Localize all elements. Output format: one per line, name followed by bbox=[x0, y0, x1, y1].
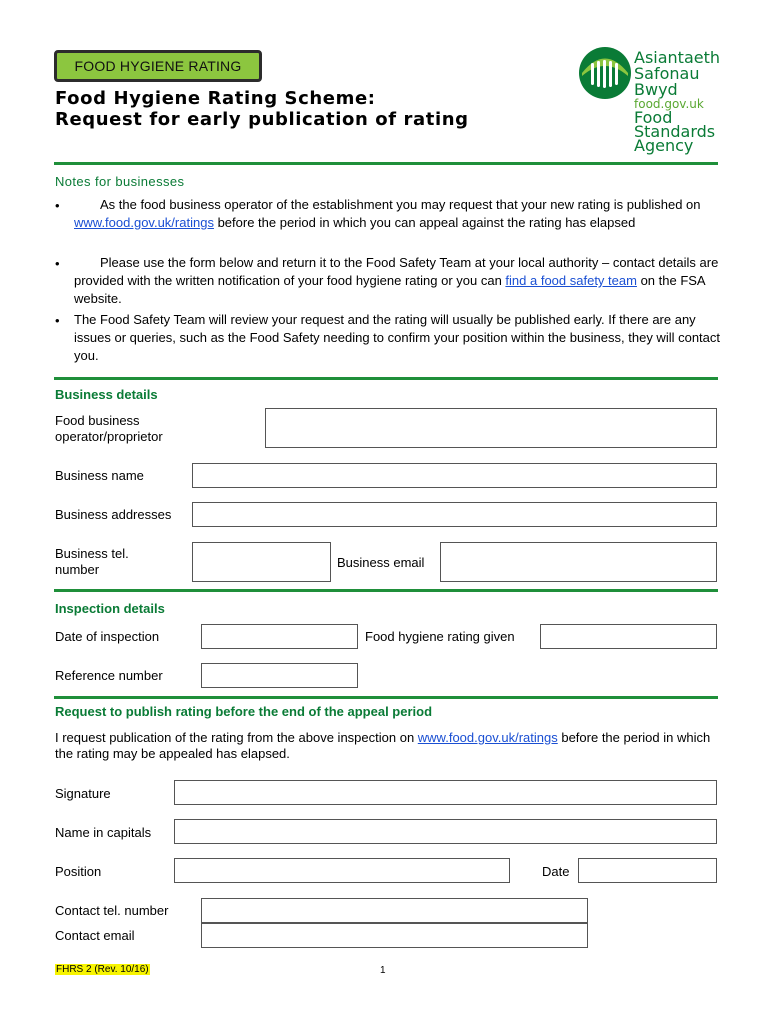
notes-heading: Notes for businesses bbox=[55, 174, 185, 189]
page-title-line1: Food Hygiene Rating Scheme: bbox=[55, 88, 376, 109]
divider bbox=[54, 377, 718, 380]
ratings-link[interactable]: www.food.gov.uk/ratings bbox=[417, 730, 558, 745]
badge-label: FOOD HYGIENE RATING bbox=[74, 58, 242, 74]
fsa-logo-emblem-icon bbox=[578, 46, 632, 100]
logo-url: food.gov.uk bbox=[634, 97, 704, 111]
name-in-capitals-label: Name in capitals bbox=[55, 825, 152, 840]
note-1-text-end: before the period in which you can appeal against the rating has elapsed bbox=[213, 215, 636, 230]
logo-english-line3: Agency bbox=[634, 136, 694, 155]
note-2-text-end: on the FSA website. bbox=[74, 273, 705, 306]
business-tel-label-line1: Business tel. bbox=[55, 546, 129, 561]
bullet-icon: • bbox=[55, 198, 60, 213]
name-in-capitals-field[interactable] bbox=[174, 819, 717, 844]
inspection-date-field[interactable] bbox=[201, 624, 358, 649]
note-1-text: As the food business operator of the establishment you may request that your new rating is published on bbox=[100, 197, 701, 212]
business-addresses-label: Business addresses bbox=[55, 507, 172, 522]
reference-number-field[interactable] bbox=[201, 663, 358, 688]
form-code: FHRS 2 (Rev. 10/16) bbox=[56, 964, 149, 975]
logo-english-line2: Standards bbox=[634, 122, 716, 141]
reference-number-label: Reference number bbox=[55, 668, 163, 683]
business-tel-label bbox=[55, 546, 129, 578]
business-details-heading: Business details bbox=[55, 387, 158, 402]
business-tel-field[interactable] bbox=[192, 542, 331, 582]
business-tel-label-line2: number bbox=[55, 562, 100, 577]
food-hygiene-rating-badge bbox=[54, 50, 262, 82]
logo-welsh-line1: Asiantaeth bbox=[634, 48, 721, 67]
operator-label bbox=[55, 413, 163, 445]
operator-field[interactable] bbox=[265, 408, 717, 448]
contact-tel-label: Contact tel. number bbox=[55, 903, 169, 918]
divider bbox=[54, 589, 718, 592]
request-text: I request publication of the rating from the above inspection on bbox=[55, 730, 418, 745]
contact-email-label: Contact email bbox=[55, 928, 135, 943]
inspection-details-heading: Inspection details bbox=[55, 601, 165, 616]
note-item-1 bbox=[74, 196, 724, 232]
bullet-icon: • bbox=[55, 313, 60, 328]
position-field[interactable] bbox=[174, 858, 510, 883]
find-food-safety-team-link[interactable]: find a food safety team bbox=[505, 273, 637, 288]
page-number: 1 bbox=[380, 965, 386, 976]
operator-label-line2: operator/proprietor bbox=[55, 429, 163, 444]
business-email-field[interactable] bbox=[440, 542, 717, 582]
request-text-end: before the period in which the rating may be appealed has elapsed. bbox=[55, 730, 711, 761]
logo-english-line1: Food bbox=[634, 108, 673, 127]
divider bbox=[54, 162, 718, 165]
note-item-2 bbox=[74, 254, 724, 308]
ratings-link[interactable]: www.food.gov.uk/ratings bbox=[74, 215, 214, 230]
bullet-icon: • bbox=[55, 256, 60, 271]
request-statement bbox=[55, 730, 715, 762]
signature-label: Signature bbox=[55, 786, 111, 801]
contact-email-field[interactable] bbox=[201, 923, 588, 948]
rating-given-label: Food hygiene rating given bbox=[365, 629, 515, 644]
logo-welsh-line2: Safonau bbox=[634, 64, 700, 83]
signature-field[interactable] bbox=[174, 780, 717, 805]
inspection-date-label: Date of inspection bbox=[55, 629, 160, 644]
business-name-field[interactable] bbox=[192, 463, 717, 488]
logo-welsh-line3: Bwyd bbox=[634, 80, 678, 99]
operator-label-line1: Food business bbox=[55, 413, 140, 428]
contact-tel-field[interactable] bbox=[201, 898, 588, 923]
page-title-line2: Request for early publication of rating bbox=[55, 109, 469, 130]
business-name-label: Business name bbox=[55, 468, 144, 483]
date-field[interactable] bbox=[578, 858, 717, 883]
note-2-text: Please use the form below and return it to the Food Safety Team at your local authority – contact details are provided with the written notification of your food hygiene rating or you can bbox=[74, 255, 719, 288]
rating-given-field[interactable] bbox=[540, 624, 717, 649]
date-label: Date bbox=[542, 864, 570, 879]
business-addresses-field[interactable] bbox=[192, 502, 717, 527]
business-email-label: Business email bbox=[337, 555, 425, 570]
note-item-3: The Food Safety Team will review your request and the rating will usually be published early. If there are any issues or queries, such as the Food Safety needing to confirm your position within the business, they will contact you. bbox=[74, 312, 721, 363]
request-heading: Request to publish rating before the end of the appeal period bbox=[55, 704, 433, 719]
position-label: Position bbox=[55, 864, 102, 879]
divider bbox=[54, 696, 718, 699]
